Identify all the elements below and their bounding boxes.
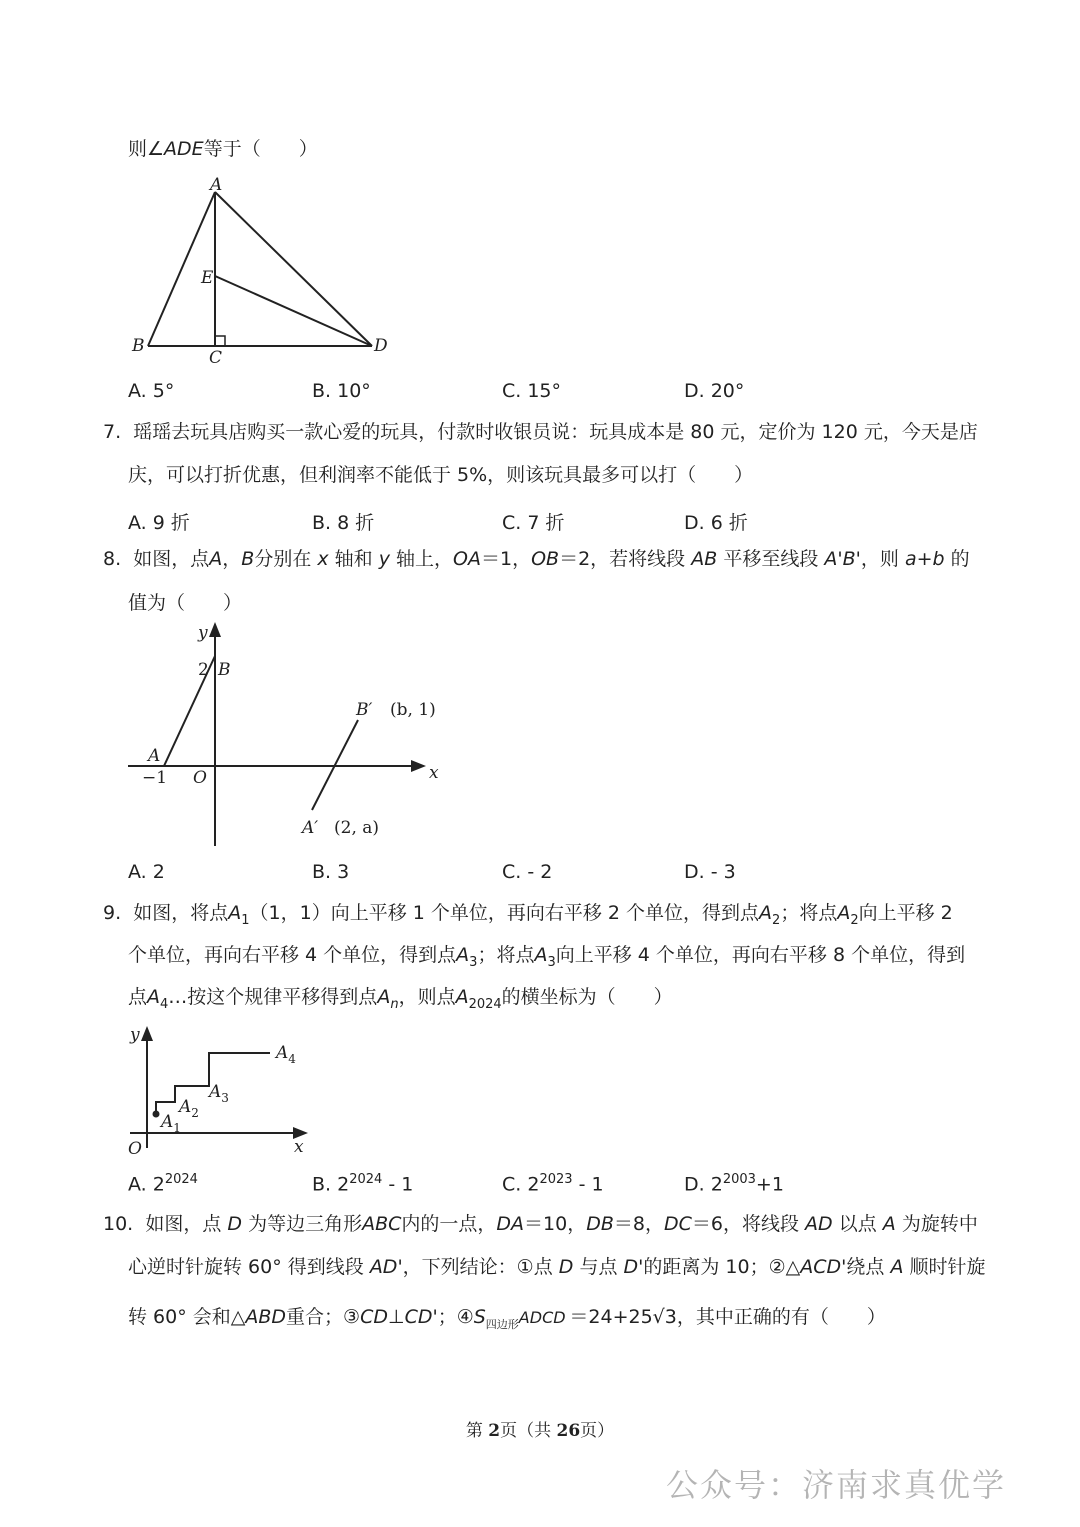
option-d[interactable]: D. - 3 bbox=[684, 861, 736, 883]
option-a[interactable]: A. 2 bbox=[128, 861, 165, 883]
point-A-prime-label: A′ bbox=[302, 818, 319, 838]
point-A3-label: $A_3$ bbox=[209, 1082, 229, 1105]
watermark: 公众号：济南求真优学 bbox=[666, 1466, 1007, 1504]
option-b[interactable]: B. 8 折 bbox=[312, 512, 375, 534]
q9-line3: 点$A_4\dots$按这个规律平移得到点$A_n$，则点$A_{2024}$的横坐标为（ ） bbox=[128, 986, 673, 1012]
point-A-prime-coord: (2, a) bbox=[334, 818, 380, 838]
point-B-prime-label: B′ bbox=[356, 700, 373, 720]
point-B-label: B bbox=[132, 336, 145, 356]
point-B-prime-coord: (b, 1) bbox=[390, 700, 436, 720]
origin-label: O bbox=[128, 1139, 142, 1159]
q6-stem: 则∠ADE等于（ ） bbox=[128, 138, 318, 160]
option-c[interactable]: C. 7 折 bbox=[502, 512, 565, 534]
x-axis-label: x bbox=[429, 763, 439, 783]
option-d[interactable]: D. 20° bbox=[684, 380, 745, 402]
point-A-label: A bbox=[148, 746, 161, 766]
q7-line2: 庆，可以打折优惠，但利润率不能低于 5%，则该玩具最多可以打（ ） bbox=[128, 464, 754, 486]
y-axis-label: y bbox=[198, 623, 208, 643]
option-b[interactable]: B. 3 bbox=[312, 861, 350, 883]
option-c[interactable]: C. $2^{2023} - 1$ bbox=[502, 1172, 604, 1196]
option-a[interactable]: A. 9 折 bbox=[128, 512, 190, 534]
q7-line1: 7. 瑶瑶去玩具店购买一款心爱的玩具，付款时收银员说：玩具成本是 80 元，定价为 120 元，今天是店 bbox=[103, 421, 978, 443]
point-E-label: E bbox=[201, 268, 214, 288]
point-C-label: C bbox=[209, 348, 223, 368]
q10-line2: 心逆时针旋转 60° 得到线段 AD'，下列结论：①点 D 与点 D'的距离为 10；②△ACD'绕点 A 顺时针旋 bbox=[128, 1256, 986, 1278]
q8-line2: 值为（ ） bbox=[128, 592, 243, 614]
option-b[interactable]: B. 10° bbox=[312, 380, 371, 402]
option-b[interactable]: B. $2^{2024} - 1$ bbox=[312, 1172, 414, 1196]
q9-line1: 9. 如图，将点$A_1(1$，1）向上平移 1 个单位，再向右平移 2 个单位，得到点$A_2$；将点$A_2$向上平移 2 bbox=[103, 902, 953, 928]
origin-label: O bbox=[193, 768, 207, 788]
point-A-label: A bbox=[210, 175, 223, 195]
point-A1-label: $A_1$ bbox=[161, 1112, 181, 1135]
q10-line1: 10. 如图，点 D 为等边三角形ABC内的一点，DA＝10，DB＝8，DC＝6，将线段 AD 以点 A 为旋转中 bbox=[103, 1213, 978, 1235]
x-axis-label: x bbox=[294, 1137, 304, 1157]
tick-2-label: 2 bbox=[198, 660, 209, 680]
option-a[interactable]: A. 5° bbox=[128, 380, 175, 402]
q8-line1: 8. 如图，点A，B分别在 x 轴和 y 轴上，OA＝1，OB＝2，若将线段 AB 平移至线段 A'B'，则 a+b 的 bbox=[103, 548, 970, 570]
point-D-label: D bbox=[374, 336, 388, 356]
option-d[interactable]: D. $2^{2003}+1$ bbox=[684, 1172, 784, 1196]
q9-line2: 个单位，再向右平移 4 个单位，得到点$A_3$；将点$A_3$向上平移 4 个单位，再向右平移 8 个单位，得到 bbox=[128, 944, 966, 970]
option-d[interactable]: D. 6 折 bbox=[684, 512, 748, 534]
page-footer: 第 2页（共 26页） bbox=[465, 1421, 615, 1441]
option-c[interactable]: C. 15° bbox=[502, 380, 562, 402]
q9-staircase-figure bbox=[120, 1020, 320, 1158]
q10-line3: 转 60° 会和△ABD重合；③CD⊥CD'；$④S_{四边形}ADCD =24+25√3$，其中正确的有（ ） bbox=[128, 1306, 886, 1331]
point-A4-label: $A_4$ bbox=[276, 1043, 296, 1066]
q6-triangle-figure bbox=[120, 170, 410, 370]
point-A2-label: $A_2$ bbox=[179, 1097, 199, 1120]
y-axis-label: y bbox=[130, 1025, 140, 1045]
point-B-label: B bbox=[218, 660, 231, 680]
q8-coordinate-figure bbox=[120, 618, 450, 850]
tick-minus1-label: −1 bbox=[142, 768, 168, 788]
option-a[interactable]: A. $2^{2024}$ bbox=[128, 1172, 198, 1196]
point-A1-dot bbox=[153, 1111, 160, 1118]
option-c[interactable]: C. - 2 bbox=[502, 861, 553, 883]
